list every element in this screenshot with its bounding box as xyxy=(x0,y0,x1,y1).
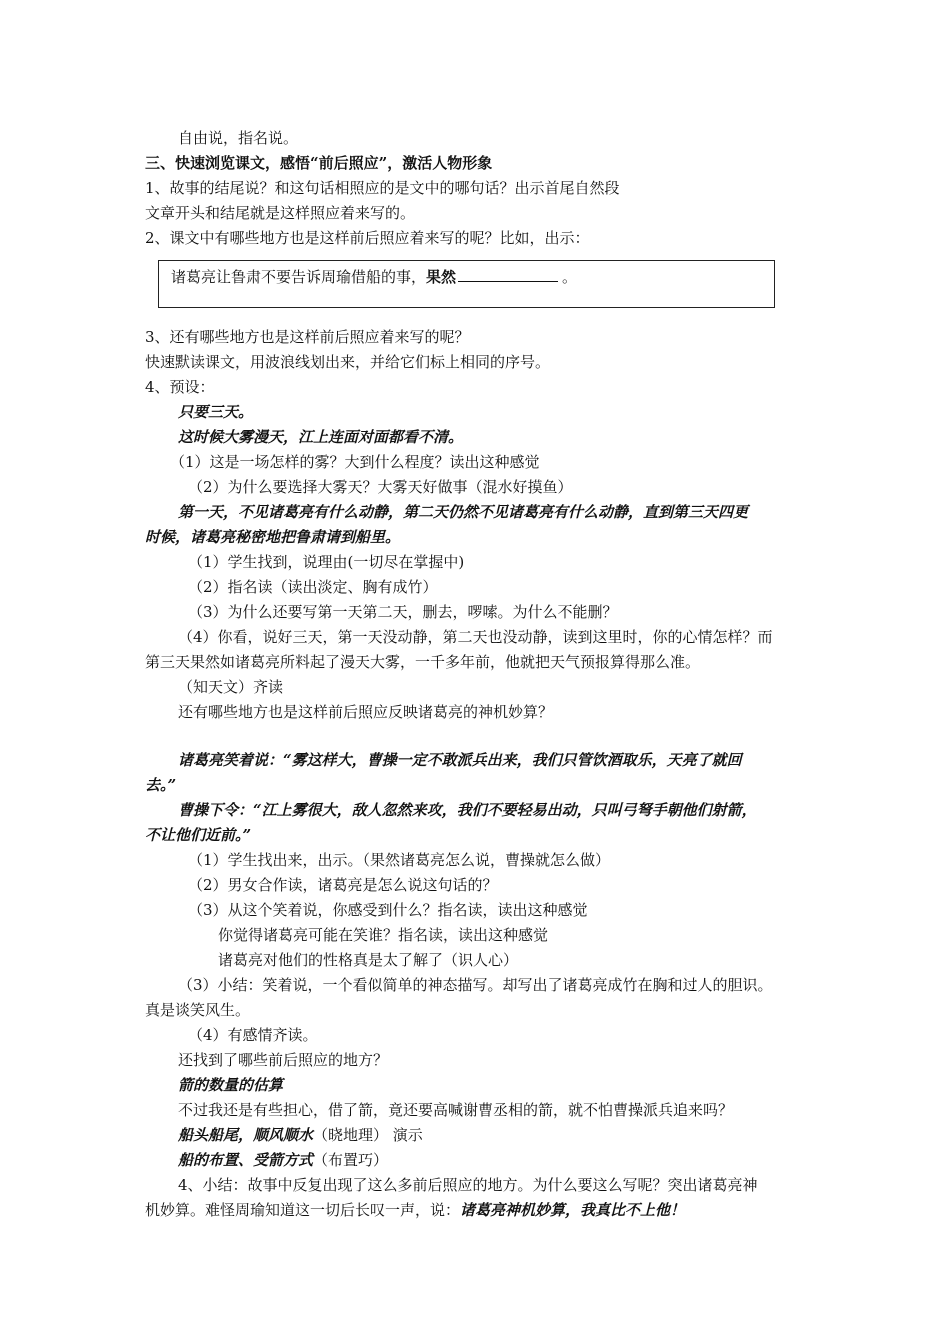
text-line: 还有哪些地方也是这样前后照应反映诸葛亮的神机妙算？ xyxy=(178,703,554,721)
text-line xyxy=(178,1125,423,1147)
text-line: （3）为什么还要写第一天第二天，删去，啰嗦。为什么不能删？ xyxy=(188,603,618,621)
quote-line: 时候，诸葛亮秘密地把鲁肃请到船里。 xyxy=(145,528,401,546)
text-line: 1、故事的结尾说？和这句话相照应的是文中的哪句话？出示首尾自然段 xyxy=(145,179,620,197)
quote-line: 曹操下令：“江上雾很大，敌人忽然来攻，我们不要轻易出动，只叫弓弩手朝他们射箭， xyxy=(178,801,757,819)
text-line: 你觉得诸葛亮可能在笑谁？指名读，读出这种感觉 xyxy=(218,926,549,944)
text-line: （1）学生找到，说理由(一切尽在掌握中) xyxy=(188,553,465,571)
text-line: 4、预设： xyxy=(145,378,215,396)
section-heading: 三、快速浏览课文，感悟“前后照应”，激活人物形象 xyxy=(145,154,493,172)
text-line: （1）学生找出来，出示。（果然诸葛亮怎么说，曹操就怎么做） xyxy=(188,851,611,869)
text-line: 快速默读课文，用波浪线划出来，并给它们标上相同的序号。 xyxy=(145,353,551,371)
text-line xyxy=(145,1200,685,1222)
quote-line: 只要三天。 xyxy=(178,403,254,421)
fill-in-box xyxy=(158,260,775,308)
text-line: （知天文）齐读 xyxy=(178,678,284,696)
text-line: 真是谈笑风生。 xyxy=(145,1001,251,1019)
text-line: 诸葛亮对他们的性格真是太了解了（识人心） xyxy=(218,951,519,969)
text-line: 3、还有哪些地方也是这样前后照应着来写的呢？ xyxy=(145,328,470,346)
text-line: （1）这是一场怎样的雾？大到什么程度？读出这种感觉 xyxy=(170,453,540,471)
text-line: （2）为什么要选择大雾天？大雾天好做事（混水好摸鱼） xyxy=(188,478,573,496)
text-line: 不过我还是有些担心，借了箭，竟还要高喊谢曹丞相的箭，就不怕曹操派兵追来吗？ xyxy=(178,1101,734,1119)
text-line: 还找到了哪些前后照应的地方？ xyxy=(178,1051,389,1069)
answer-blank xyxy=(458,267,558,282)
text-line: 文章开头和结尾就是这样照应着来写的。 xyxy=(145,204,416,222)
text-line: （3）小结：笑着说，一个看似简单的神态描写。却写出了诸葛亮成竹在胸和过人的胆识。 xyxy=(178,976,773,994)
quote-line: 箭的数量的估算 xyxy=(178,1076,284,1094)
box-end: 。 xyxy=(562,268,578,286)
quote-span: 船头船尾，顺风顺水 xyxy=(178,1126,314,1144)
quote-span: 船的布置、受箭方式 xyxy=(178,1151,314,1169)
text-line: 自由说，指名说。 xyxy=(178,129,299,147)
quote-line: 去。” xyxy=(145,776,177,794)
text-line: 第三天果然如诸葛亮所料起了漫天大雾，一千多年前，他就把天气预报算得那么准。 xyxy=(145,653,701,671)
note-span: （晓地理） 演示 xyxy=(313,1126,423,1144)
note-span: （布置巧） xyxy=(313,1151,389,1169)
box-text: 诸葛亮让鲁肃不要告诉周瑜借船的事， xyxy=(171,268,427,286)
text-line: （4）你看，说好三天，第一天没动静，第二天也没动静，读到这里时，你的心情怎样？而 xyxy=(178,628,773,646)
text-line: （4）有感情齐读。 xyxy=(188,1026,318,1044)
text-span: 机妙算。难怪周瑜知道这一切后长叹一声，说： xyxy=(145,1201,461,1219)
quote-line: 第一天，不见诸葛亮有什么动静，第二天仍然不见诸葛亮有什么动静，直到第三天四更 xyxy=(178,503,749,521)
box-sentence xyxy=(171,267,577,287)
text-line: （3）从这个笑着说，你感受到什么？指名读，读出这种感觉 xyxy=(188,901,588,919)
text-line: 4、小结：故事中反复出现了这么多前后照应的地方。为什么要这么写呢？突出诸葛亮神 xyxy=(178,1176,758,1194)
text-line: （2）指名读（读出淡定、胸有成竹） xyxy=(188,578,438,596)
text-line: 2、课文中有哪些地方也是这样前后照应着来写的呢？比如，出示： xyxy=(145,229,590,247)
quote-line: 这时候大雾漫天，江上连面对面都看不清。 xyxy=(178,428,464,446)
text-line: （2）男女合作读，诸葛亮是怎么说这句话的？ xyxy=(188,876,498,894)
box-bold: 果然 xyxy=(426,268,457,286)
quote-line: 不让他们近前。” xyxy=(145,826,252,844)
quote-span: 诸葛亮神机妙算，我真比不上他！ xyxy=(460,1201,686,1219)
quote-line: 诸葛亮笑着说：“雾这样大，曹操一定不敢派兵出来，我们只管饮酒取乐，天亮了就回 xyxy=(178,751,742,769)
text-line xyxy=(178,1150,388,1172)
